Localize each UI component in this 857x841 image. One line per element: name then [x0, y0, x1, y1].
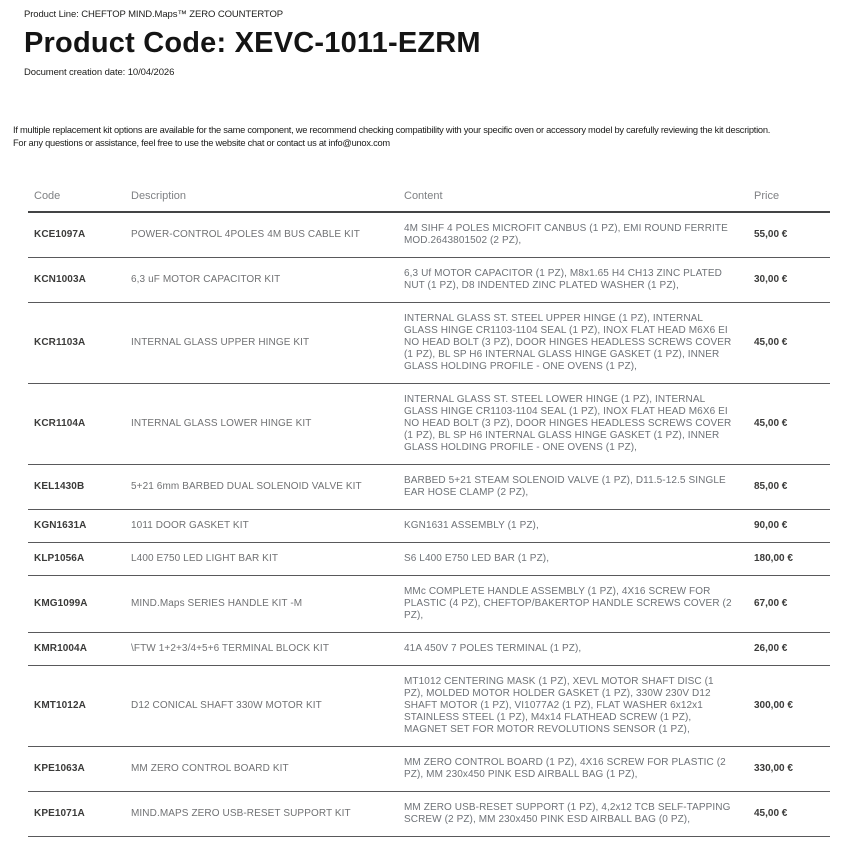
code-cell: KMG1099A: [28, 575, 125, 632]
table-row: [28, 632, 830, 665]
price-cell: 45,00 €: [748, 302, 830, 383]
description-cell: MM ZERO CONTROL BOARD KIT: [125, 746, 398, 791]
content-cell: 41A 450V 7 POLES TERMINAL (1 PZ),: [398, 632, 748, 665]
price-cell: 90,00 €: [748, 509, 830, 542]
description-cell: INTERNAL GLASS UPPER HINGE KIT: [125, 302, 398, 383]
content-cell: 4M SIHF 4 POLES MICROFIT CANBUS (1 PZ), EMI ROUND FERRITE MOD.2643801502 (2 PZ),: [398, 212, 748, 258]
column-header-price: Price: [748, 180, 830, 212]
column-header-description: Description: [125, 180, 398, 212]
code-cell: KLP1056A: [28, 542, 125, 575]
column-header-content: Content: [398, 180, 748, 212]
content-cell: INTERNAL GLASS ST. STEEL UPPER HINGE (1 PZ), INTERNAL GLASS HINGE CR1103-1104 SEAL (1 PZ), INOX FLAT HEAD M6X6 EI NO HEAD BOLT (3 PZ), DOOR HINGES HEADLESS SCREWS COVER (1 PZ), BL SP H6 INTERNAL GLASS HINGE GASKET (1 PZ), INNER GLASS HOLDING PROFILE - ONE OVENS (1 PZ),: [398, 302, 748, 383]
price-cell: 330,00 €: [748, 746, 830, 791]
price-cell: 45,00 €: [748, 383, 830, 464]
description-cell: POWER-CONTROL 4POLES 4M BUS CABLE KIT: [125, 212, 398, 258]
code-cell: KCN1003A: [28, 257, 125, 302]
code-cell: KGN1631A: [28, 509, 125, 542]
content-cell: MMc COMPLETE HANDLE ASSEMBLY (1 PZ), 4X16 SCREW FOR PLASTIC (4 PZ), CHEFTOP/BAKERTOP HANDLE SCREWS COVER (2 PZ),: [398, 575, 748, 632]
description-cell: \FTW 1+2+3/4+5+6 TERMINAL BLOCK KIT: [125, 632, 398, 665]
description-cell: 5+21 6mm BARBED DUAL SOLENOID VALVE KIT: [125, 464, 398, 509]
column-header-code: Code: [28, 180, 125, 212]
table-row: [28, 791, 830, 836]
description-cell: INTERNAL GLASS LOWER HINGE KIT: [125, 383, 398, 464]
table-row: [28, 509, 830, 542]
page-title: Product Code: XEVC-1011-EZRM: [24, 27, 481, 59]
code-cell: KCR1104A: [28, 383, 125, 464]
price-cell: 180,00 €: [748, 542, 830, 575]
description-cell: L400 E750 LED LIGHT BAR KIT: [125, 542, 398, 575]
content-cell: KGN1631 ASSEMBLY (1 PZ),: [398, 509, 748, 542]
content-cell: INTERNAL GLASS ST. STEEL LOWER HINGE (1 PZ), INTERNAL GLASS HINGE CR1103-1104 SEAL (1 PZ), INOX FLAT HEAD M6X6 EI NO HEAD BOLT (3 PZ), DOOR HINGES HEADLESS SCREWS COVER (1 PZ), BL SP H6 INTERNAL GLASS HINGE GASKET (1 PZ), INNER GLASS HOLDING PROFILE - ONE OVENS (1 PZ),: [398, 383, 748, 464]
description-cell: 6,3 uF MOTOR CAPACITOR KIT: [125, 257, 398, 302]
code-cell: KCE1097A: [28, 212, 125, 258]
code-cell: KMT1012A: [28, 665, 125, 746]
price-cell: 30,00 €: [748, 257, 830, 302]
price-cell: 26,00 €: [748, 632, 830, 665]
intro-line-2: For any questions or assistance, feel free to use the website chat or contact us at info@unox.com: [13, 137, 390, 148]
content-cell: MT1012 CENTERING MASK (1 PZ), XEVL MOTOR SHAFT DISC (1 PZ), MOLDED MOTOR HOLDER GASKET (1 PZ), 330W 230V D12 SHAFT MOTOR (1 PZ), VI1077A2 (1 PZ), FLAT WASHER 6x12x1 STAINLESS STEEL (1 PZ), M4x14 FLATHEAD SCREW (1 PZ), MAGNET SET FOR MOTOR REVOLUTIONS SENSOR (1 PZ),: [398, 665, 748, 746]
description-cell: MIND.Maps SERIES HANDLE KIT -M: [125, 575, 398, 632]
code-cell: KCR1103A: [28, 302, 125, 383]
description-cell: 1011 DOOR GASKET KIT: [125, 509, 398, 542]
parts-table: [28, 180, 830, 837]
description-cell: MIND.MAPS ZERO USB-RESET SUPPORT KIT: [125, 791, 398, 836]
table-row: [28, 464, 830, 509]
code-cell: KPE1063A: [28, 746, 125, 791]
table-header-row: [28, 180, 830, 212]
table-row: [28, 575, 830, 632]
table-row: [28, 302, 830, 383]
table-body: [28, 212, 830, 837]
code-cell: KEL1430B: [28, 464, 125, 509]
price-cell: 67,00 €: [748, 575, 830, 632]
table-row: [28, 542, 830, 575]
table-row: [28, 665, 830, 746]
price-cell: 55,00 €: [748, 212, 830, 258]
code-cell: KMR1004A: [28, 632, 125, 665]
document-header: [0, 8, 857, 79]
table-row: [28, 746, 830, 791]
content-cell: MM ZERO USB-RESET SUPPORT (1 PZ), 4,2x12 TCB SELF-TAPPING SCREW (2 PZ), MM 230x450 PINK ESD AIRBALL BAG (0 PZ),: [398, 791, 748, 836]
price-cell: 45,00 €: [748, 791, 830, 836]
content-cell: S6 L400 E750 LED BAR (1 PZ),: [398, 542, 748, 575]
table-row: [28, 257, 830, 302]
price-cell: 300,00 €: [748, 665, 830, 746]
intro-line-1: If multiple replacement kit options are available for the same component, we recommend checking compatibility with your specific oven or accessory model by carefully reviewing the kit description.: [13, 125, 771, 135]
intro-note: [0, 124, 857, 150]
product-line: Product Line: CHEFTOP MIND.Maps™ ZERO COUNTERTOP: [24, 9, 283, 20]
content-cell: BARBED 5+21 STEAM SOLENOID VALVE (1 PZ), D11.5-12.5 SINGLE EAR HOSE CLAMP (2 PZ),: [398, 464, 748, 509]
description-cell: D12 CONICAL SHAFT 330W MOTOR KIT: [125, 665, 398, 746]
price-cell: 85,00 €: [748, 464, 830, 509]
content-cell: 6,3 Uf MOTOR CAPACITOR (1 PZ), M8x1.65 H4 CH13 ZINC PLATED NUT (1 PZ), D8 INDENTED ZINC PLATED WASHER (1 PZ),: [398, 257, 748, 302]
table-row: [28, 212, 830, 258]
content-cell: MM ZERO CONTROL BOARD (1 PZ), 4X16 SCREW FOR PLASTIC (2 PZ), MM 230x450 PINK ESD AIRBALL BAG (1 PZ),: [398, 746, 748, 791]
code-cell: KPE1071A: [28, 791, 125, 836]
creation-date: Document creation date: 10/04/2026: [24, 67, 175, 78]
table-row: [28, 383, 830, 464]
